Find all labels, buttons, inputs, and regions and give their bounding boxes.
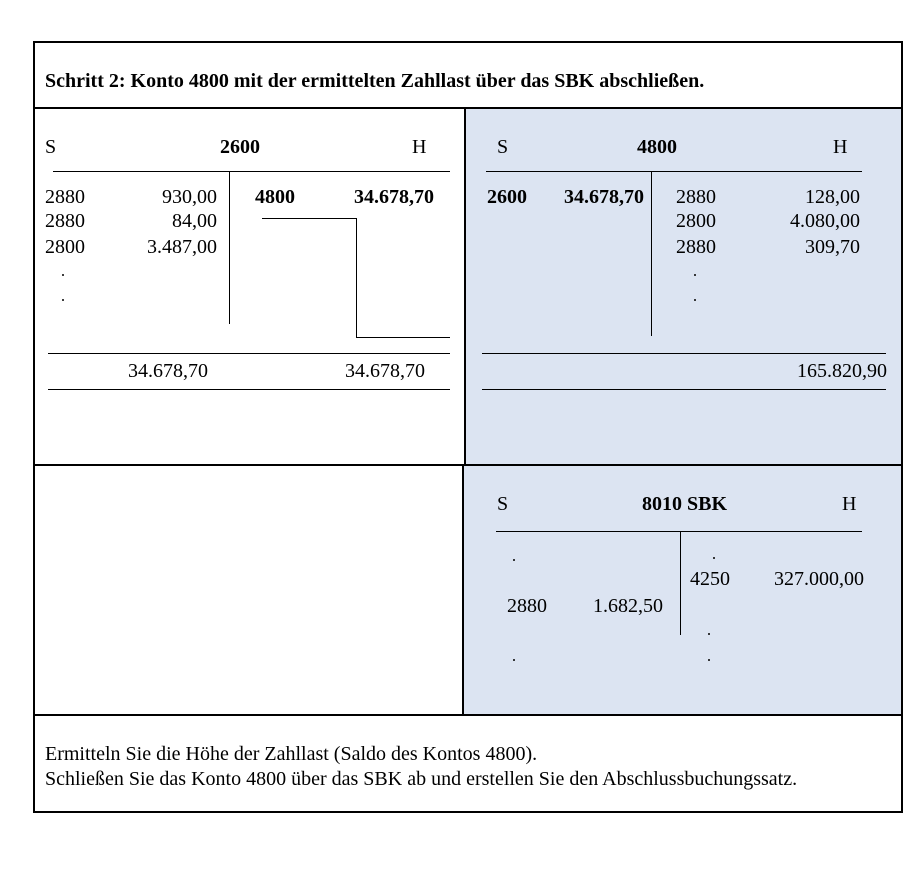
konto-8010-name: 8010 SBK (642, 493, 728, 515)
konto-2600-header-line (53, 171, 450, 172)
konto-2600-haben-account: 4800 (255, 186, 295, 208)
konto-4800-center-line (651, 171, 652, 336)
top-column-divider (464, 108, 466, 466)
continuation-dot (513, 559, 515, 561)
continuation-dot (62, 299, 64, 301)
konto-8010-soll-label: S (497, 493, 509, 515)
continuation-dot (513, 659, 515, 661)
konto-2600-soll-amount: 84,00 (172, 210, 217, 232)
konto-2600-soll-account: 2880 (45, 210, 85, 232)
konto-2600-soll-account: 2800 (45, 236, 85, 258)
konto-4800-haben-amount: 4.080,00 (790, 210, 860, 232)
konto-4800-haben-label: H (833, 136, 848, 158)
konto-4800-soll-account: 2600 (487, 186, 527, 208)
konto-4800-name: 4800 (637, 136, 677, 158)
konto-4800-soll-amount: 34.678,70 (564, 186, 644, 208)
continuation-dot (708, 633, 710, 635)
konto-2600-haben-label: H (412, 136, 427, 158)
task-divider (33, 714, 903, 716)
worksheet-frame (33, 41, 903, 813)
continuation-dot (713, 557, 715, 559)
konto-4800-total: 165.820,90 (797, 360, 887, 382)
konto-4800-haben-account: 2880 (676, 186, 716, 208)
konto-8010-soll-amount: 1.682,50 (593, 595, 663, 617)
konto-8010-center-line (680, 531, 681, 635)
continuation-dot (694, 274, 696, 276)
continuation-dot (62, 274, 64, 276)
konto-8010-haben-amount: 327.000,00 (774, 568, 864, 590)
konto-2600-soll-label: S (45, 136, 57, 158)
konto-8010-haben-label: H (842, 493, 857, 515)
bottom-column-divider (462, 466, 464, 716)
konto-8010-soll-account: 2880 (507, 595, 547, 617)
konto-2600-soll-amount: 3.487,00 (147, 236, 217, 258)
konto-2600-haben-amount: 34.678,70 (354, 186, 434, 208)
task-line: Schließen Sie das Konto 4800 über das SBK ab und erstellen Sie den Abschlussbuchungssatz. (45, 768, 798, 790)
konto-4800-haben-amount: 128,00 (805, 186, 860, 208)
continuation-dot (694, 299, 696, 301)
konto-2600-total-line-bottom (48, 389, 450, 390)
konto-4800-total-line-top (482, 353, 886, 354)
buchhalternase-line (356, 337, 450, 338)
title-divider (33, 107, 903, 109)
konto-4800-total-line-bottom (482, 389, 886, 390)
konto-4800-haben-amount: 309,70 (805, 236, 860, 258)
buchhalternase-line (262, 218, 357, 219)
buchhalternase-line (356, 218, 357, 338)
konto-4800-haben-account: 2880 (676, 236, 716, 258)
konto-2600-total-haben: 34.678,70 (345, 360, 425, 382)
konto-8010-haben-account: 4250 (690, 568, 730, 590)
konto-4800-header-line (486, 171, 862, 172)
page-title: Schritt 2: Konto 4800 mit der ermittelten Zahllast über das SBK abschließen. (45, 70, 705, 92)
konto-8010-header-line (496, 531, 862, 532)
konto-4800-soll-label: S (497, 136, 509, 158)
konto-2600-soll-amount: 930,00 (162, 186, 217, 208)
konto-2600-soll-account: 2880 (45, 186, 85, 208)
konto-2600-center-line (229, 171, 230, 324)
konto-4800-haben-account: 2800 (676, 210, 716, 232)
konto-2600-name: 2600 (220, 136, 260, 158)
middle-row-divider (33, 464, 903, 466)
konto-2600-total-line-top (48, 353, 450, 354)
continuation-dot (708, 659, 710, 661)
task-line: Ermitteln Sie die Höhe der Zahllast (Saldo des Kontos 4800). (45, 743, 538, 765)
konto-2600-total-soll: 34.678,70 (128, 360, 208, 382)
